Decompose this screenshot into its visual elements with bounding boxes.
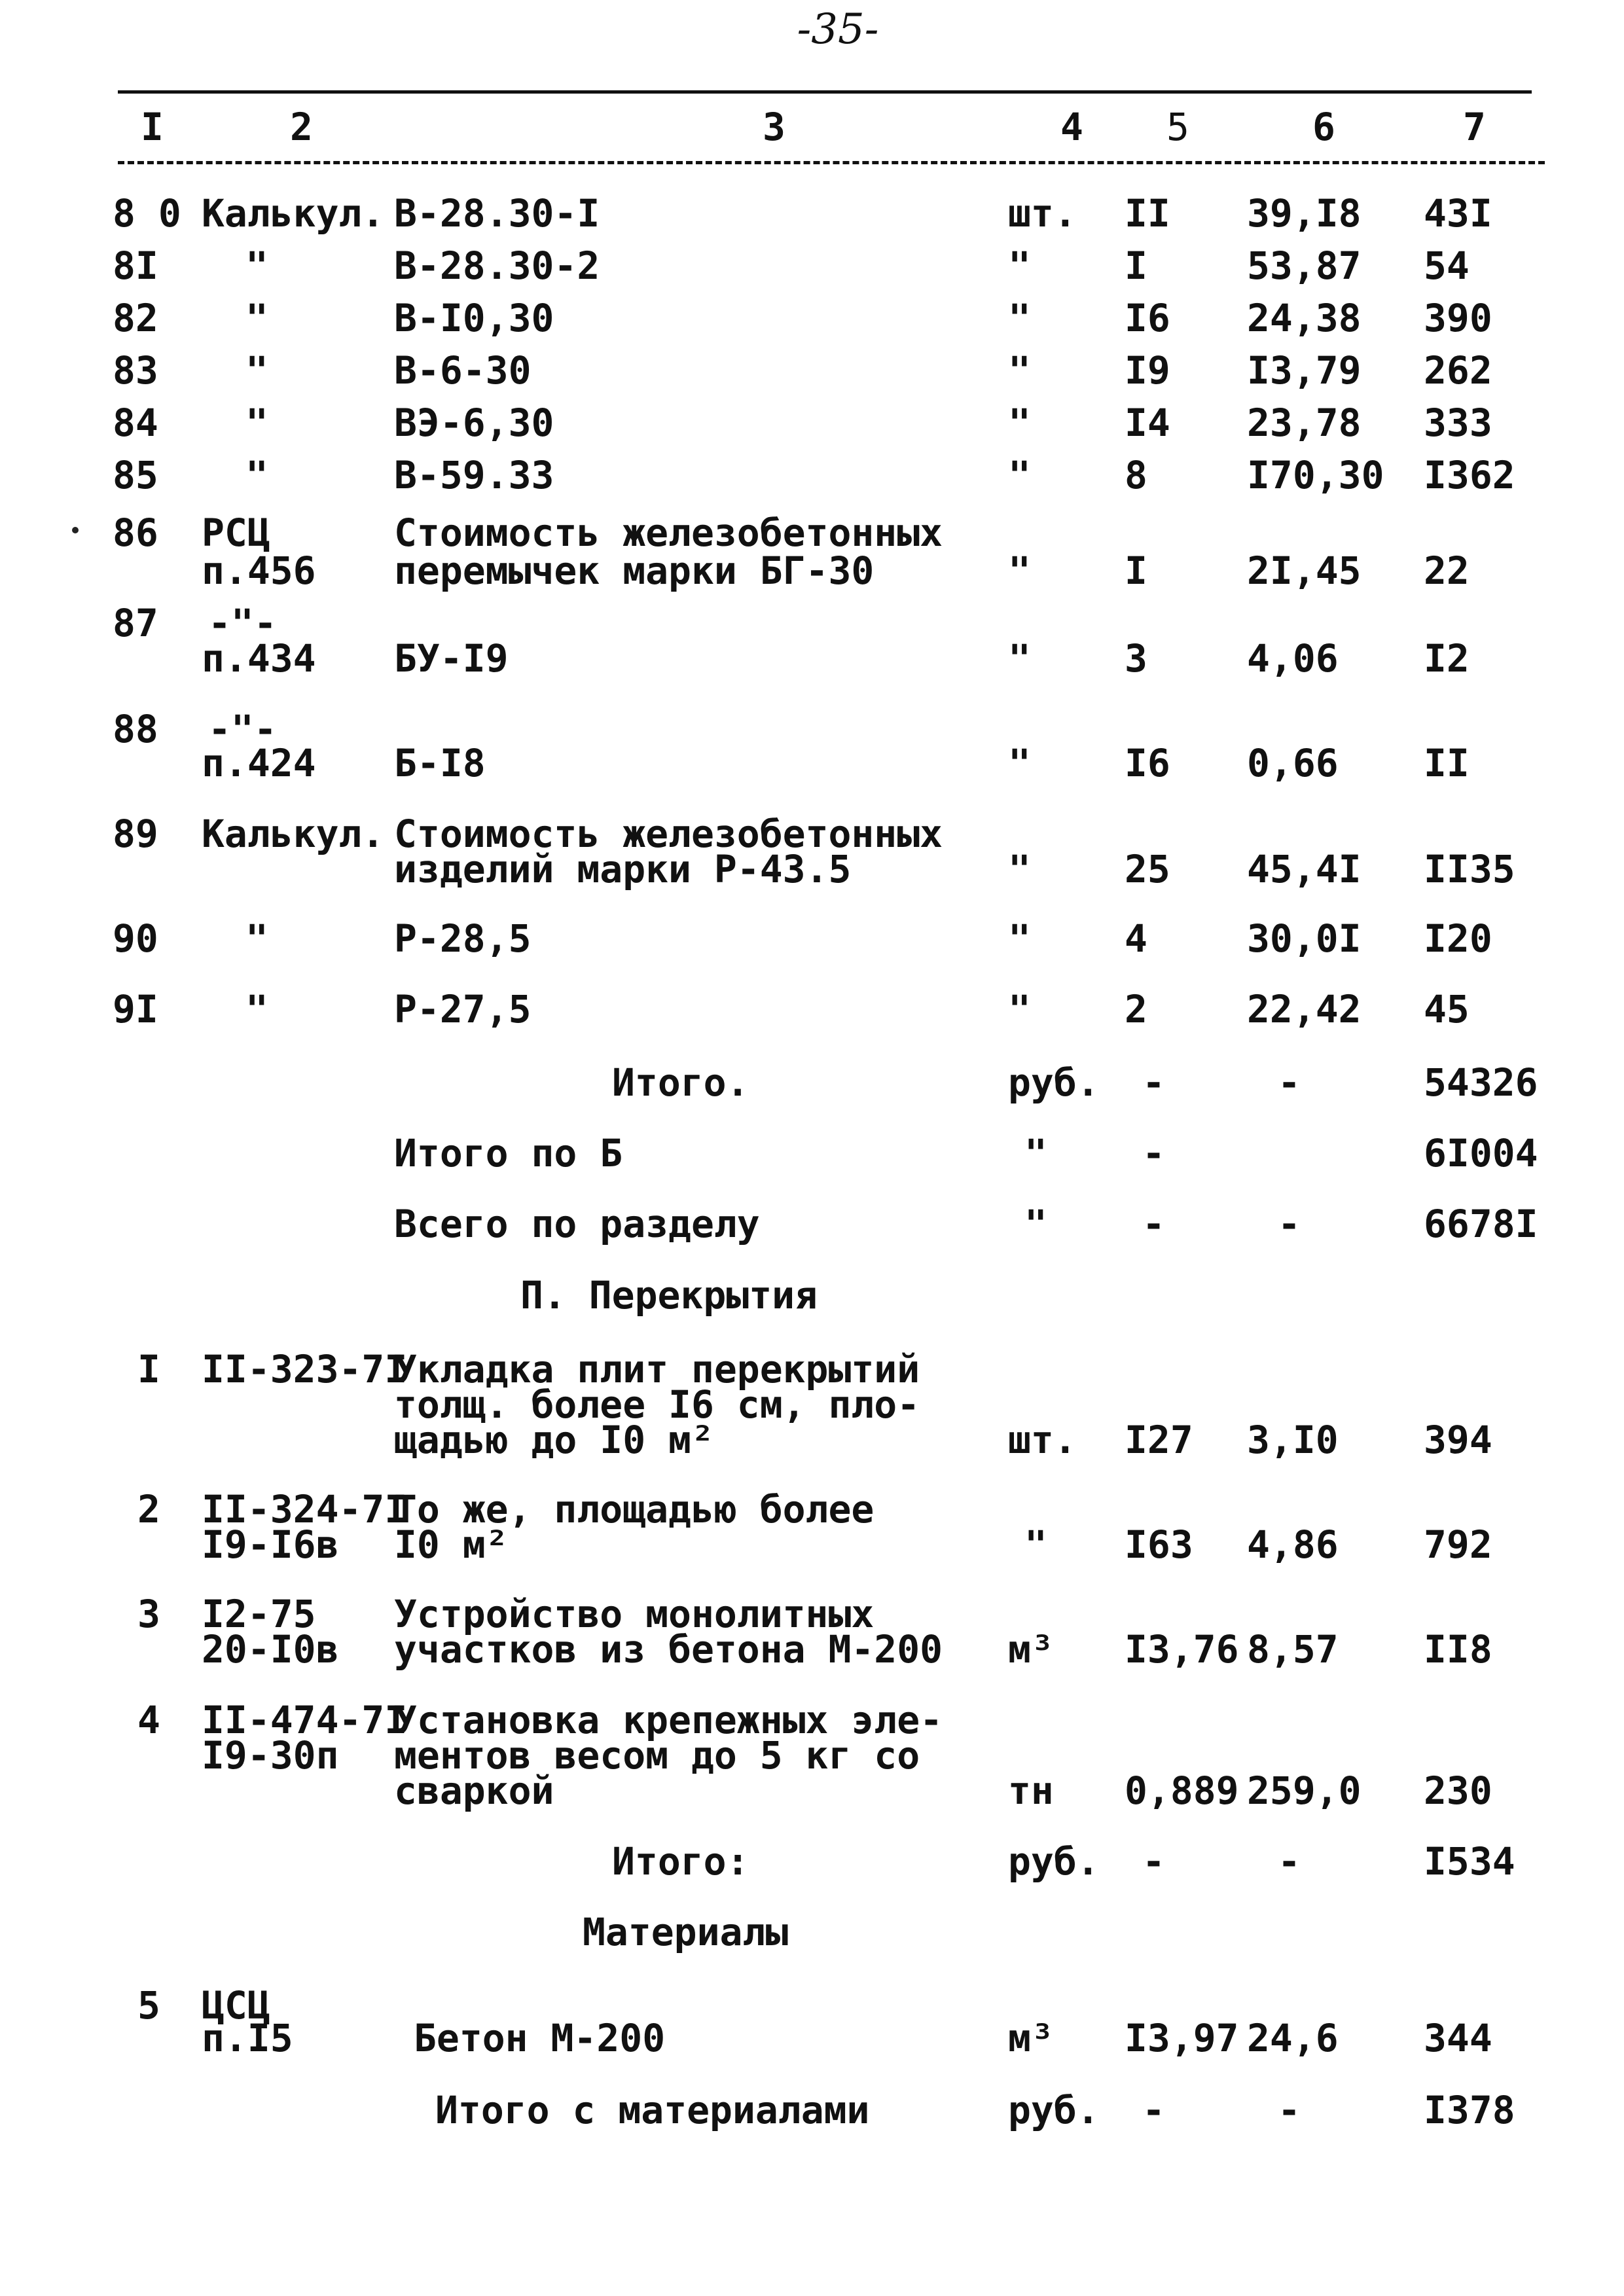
- row-total: I534: [1424, 1839, 1515, 1884]
- row-number: 5: [137, 1983, 160, 2028]
- row-description: ВЭ-6,30: [394, 401, 554, 445]
- row-quantity: -: [1142, 1202, 1165, 1246]
- row-unit: руб.: [1008, 2088, 1100, 2132]
- row-total: 390: [1424, 296, 1492, 340]
- row-reference: ": [245, 453, 268, 497]
- column-header-5: 5: [1166, 105, 1189, 149]
- column-header-3: 3: [763, 105, 785, 149]
- row-total: 344: [1424, 2016, 1492, 2060]
- row-unit: м³: [1008, 1627, 1054, 1672]
- row-description: Бетон М-200: [414, 2016, 666, 2060]
- row-quantity: -: [1142, 1060, 1165, 1105]
- row-reference: I9-30п: [202, 1733, 339, 1778]
- row-description: перемычек марки БГ-30: [394, 548, 875, 593]
- row-unit: ": [1008, 916, 1031, 961]
- row-total: 22: [1424, 548, 1470, 593]
- row-reference: II-324-7I: [202, 1487, 408, 1532]
- row-unit: ": [1008, 987, 1031, 1031]
- row-number: 9I: [113, 987, 158, 1031]
- row-description: щадью до I0 м²: [394, 1418, 714, 1462]
- row-description: участков из бетона М-200: [394, 1627, 943, 1672]
- row-description: Устройство монолитных: [394, 1592, 875, 1636]
- total-with-materials-label: Итого с материалами: [435, 2088, 870, 2132]
- row-quantity: 25: [1125, 847, 1170, 891]
- row-unit: руб.: [1008, 1839, 1100, 1884]
- row-unit: ": [1008, 741, 1031, 785]
- row-quantity: -: [1142, 1131, 1165, 1175]
- row-price: 2I,45: [1247, 548, 1362, 593]
- row-number: 88: [113, 707, 158, 751]
- row-price: -: [1278, 1060, 1301, 1105]
- row-quantity: I6: [1125, 741, 1170, 785]
- row-unit: ": [1008, 847, 1031, 891]
- row-number: I: [137, 1347, 160, 1391]
- row-description: В-28.30-2: [394, 243, 600, 288]
- row-price: 24,6: [1247, 2016, 1339, 2060]
- row-number: 4: [137, 1698, 160, 1742]
- subtotal-label: Итого.: [612, 1060, 749, 1105]
- row-reference: II-474-7I: [202, 1698, 408, 1742]
- row-number: 84: [113, 401, 158, 445]
- row-description: Стоимость железобетонных: [394, 812, 943, 856]
- row-quantity: I: [1125, 548, 1147, 593]
- row-total: 45: [1424, 987, 1470, 1031]
- row-reference: ": [245, 401, 268, 445]
- row-description: БУ-I9: [394, 636, 509, 681]
- row-number: 83: [113, 348, 158, 393]
- row-description: Установка крепежных эле-: [394, 1698, 943, 1742]
- header-rule: [118, 161, 1545, 164]
- row-description: изделий марки Р-43.5: [394, 847, 852, 891]
- row-total: I362: [1424, 453, 1515, 497]
- row-total: II35: [1424, 847, 1515, 891]
- column-header-2: 2: [290, 105, 313, 149]
- row-price: 22,42: [1247, 987, 1362, 1031]
- row-price: 4,06: [1247, 636, 1339, 681]
- row-reference: п.424: [202, 741, 316, 785]
- row-total: 230: [1424, 1768, 1492, 1813]
- row-number: 86: [113, 511, 158, 555]
- row-number: 85: [113, 453, 158, 497]
- row-quantity: I4: [1125, 401, 1170, 445]
- row-unit: м³: [1008, 2016, 1054, 2060]
- subtotal-label: Итого:: [612, 1839, 749, 1884]
- row-reference: ": [245, 296, 268, 340]
- row-unit: ": [1008, 453, 1031, 497]
- row-number: 8 0: [113, 191, 181, 236]
- page-number: -35-: [797, 5, 879, 54]
- row-quantity: 3: [1125, 636, 1147, 681]
- row-total: 43I: [1424, 191, 1492, 236]
- row-reference: II-323-7I: [202, 1347, 408, 1391]
- row-quantity: I63: [1125, 1522, 1193, 1567]
- section-total-label: Всего по разделу: [394, 1202, 760, 1246]
- row-reference: п.434: [202, 636, 316, 681]
- row-description: Стоимость железобетонных: [394, 511, 943, 555]
- row-unit: ": [1008, 548, 1031, 593]
- row-price: -: [1278, 2088, 1301, 2132]
- row-total: II8: [1424, 1627, 1492, 1672]
- row-price: 8,57: [1247, 1627, 1339, 1672]
- materials-title: Материалы: [583, 1910, 789, 1954]
- row-price: 3,I0: [1247, 1418, 1339, 1462]
- row-price: 45,4I: [1247, 847, 1362, 891]
- row-total: 6I004: [1424, 1131, 1538, 1175]
- row-total: 6678I: [1424, 1202, 1538, 1246]
- row-unit: ": [1024, 1202, 1047, 1246]
- row-price: I3,79: [1247, 348, 1362, 393]
- row-price: -: [1278, 1839, 1301, 1884]
- row-reference: Калькул.: [202, 191, 385, 236]
- row-price: 4,86: [1247, 1522, 1339, 1567]
- row-unit: руб.: [1008, 1060, 1100, 1105]
- row-total: 262: [1424, 348, 1492, 393]
- row-number: 89: [113, 812, 158, 856]
- row-unit: ": [1008, 243, 1031, 288]
- row-total: 54: [1424, 243, 1470, 288]
- row-total: I2: [1424, 636, 1470, 681]
- row-number: 90: [113, 916, 158, 961]
- row-price: 24,38: [1247, 296, 1362, 340]
- row-price: 39,I8: [1247, 191, 1362, 236]
- row-total: II: [1424, 741, 1470, 785]
- row-reference: 20-I0в: [202, 1627, 339, 1672]
- row-price: -: [1278, 1202, 1301, 1246]
- row-reference: ЦСЦ: [202, 1983, 270, 2028]
- row-reference: I9-I6в: [202, 1522, 339, 1567]
- row-number: 82: [113, 296, 158, 340]
- row-number: 87: [113, 601, 158, 645]
- row-total: 54326: [1424, 1060, 1538, 1105]
- row-unit: ": [1008, 636, 1031, 681]
- row-quantity: I9: [1125, 348, 1170, 393]
- row-description: То же, площадью более: [394, 1487, 875, 1532]
- row-unit: ": [1008, 401, 1031, 445]
- row-description: В-6-30: [394, 348, 532, 393]
- top-rule: [118, 90, 1532, 94]
- row-quantity: 2: [1125, 987, 1147, 1031]
- row-reference: -"-: [208, 601, 277, 645]
- row-quantity: I27: [1125, 1418, 1193, 1462]
- row-price: 259,0: [1247, 1768, 1362, 1813]
- row-description: Б-I8: [394, 741, 486, 785]
- row-quantity: II: [1125, 191, 1170, 236]
- row-description: толщ. более I6 см, пло-: [394, 1382, 920, 1427]
- row-price: 0,66: [1247, 741, 1339, 785]
- row-number: 3: [137, 1592, 160, 1636]
- row-reference: ": [245, 987, 268, 1031]
- row-description: В-I0,30: [394, 296, 554, 340]
- row-description: Р-27,5: [394, 987, 532, 1031]
- row-quantity: -: [1142, 1839, 1165, 1884]
- row-reference: ": [245, 243, 268, 288]
- row-unit: ": [1008, 348, 1031, 393]
- section-title: П. Перекрытия: [520, 1273, 818, 1318]
- row-description: I0 м²: [394, 1522, 509, 1567]
- row-unit: ": [1024, 1522, 1047, 1567]
- row-quantity: 0,889: [1125, 1768, 1239, 1813]
- row-quantity: 8: [1125, 453, 1147, 497]
- row-description: В-28.30-I: [394, 191, 600, 236]
- row-price: 23,78: [1247, 401, 1362, 445]
- row-price: 53,87: [1247, 243, 1362, 288]
- column-header-4: 4: [1060, 105, 1083, 149]
- row-unit: ": [1008, 296, 1031, 340]
- row-reference: п.I5: [202, 2016, 293, 2060]
- row-number: 2: [137, 1487, 160, 1532]
- row-quantity: -: [1142, 2088, 1165, 2132]
- row-quantity: I: [1125, 243, 1147, 288]
- stray-mark: [72, 527, 79, 533]
- row-price: 30,0I: [1247, 916, 1362, 961]
- column-header-7: 7: [1463, 105, 1486, 149]
- row-quantity: I3,97: [1125, 2016, 1239, 2060]
- column-header-1: I: [141, 105, 164, 149]
- row-description: Укладка плит перекрытий: [394, 1347, 920, 1391]
- row-reference: Калькул.: [202, 812, 385, 856]
- row-quantity: I6: [1125, 296, 1170, 340]
- row-total: I20: [1424, 916, 1492, 961]
- row-total: 792: [1424, 1522, 1492, 1567]
- row-reference: -"-: [208, 707, 277, 751]
- row-reference: ": [245, 916, 268, 961]
- row-unit: тн: [1008, 1768, 1054, 1813]
- row-unit: шт.: [1008, 191, 1077, 236]
- row-quantity: I3,76: [1125, 1627, 1239, 1672]
- row-unit: ": [1024, 1131, 1047, 1175]
- column-header-6: 6: [1312, 105, 1335, 149]
- row-description: Р-28,5: [394, 916, 532, 961]
- row-reference: п.456: [202, 548, 316, 593]
- row-total: 333: [1424, 401, 1492, 445]
- row-total: I378: [1424, 2088, 1515, 2132]
- row-quantity: 4: [1125, 916, 1147, 961]
- row-price: I70,30: [1247, 453, 1384, 497]
- subtotal-b-label: Итого по Б: [394, 1131, 623, 1175]
- row-reference: ": [245, 348, 268, 393]
- row-reference: I2-75: [202, 1592, 316, 1636]
- row-total: 394: [1424, 1418, 1492, 1462]
- row-description: сваркой: [394, 1768, 554, 1813]
- row-unit: шт.: [1008, 1418, 1077, 1462]
- row-description: ментов весом до 5 кг со: [394, 1733, 920, 1778]
- row-description: В-59.33: [394, 453, 554, 497]
- row-reference: РСЦ: [202, 511, 270, 555]
- row-number: 8I: [113, 243, 158, 288]
